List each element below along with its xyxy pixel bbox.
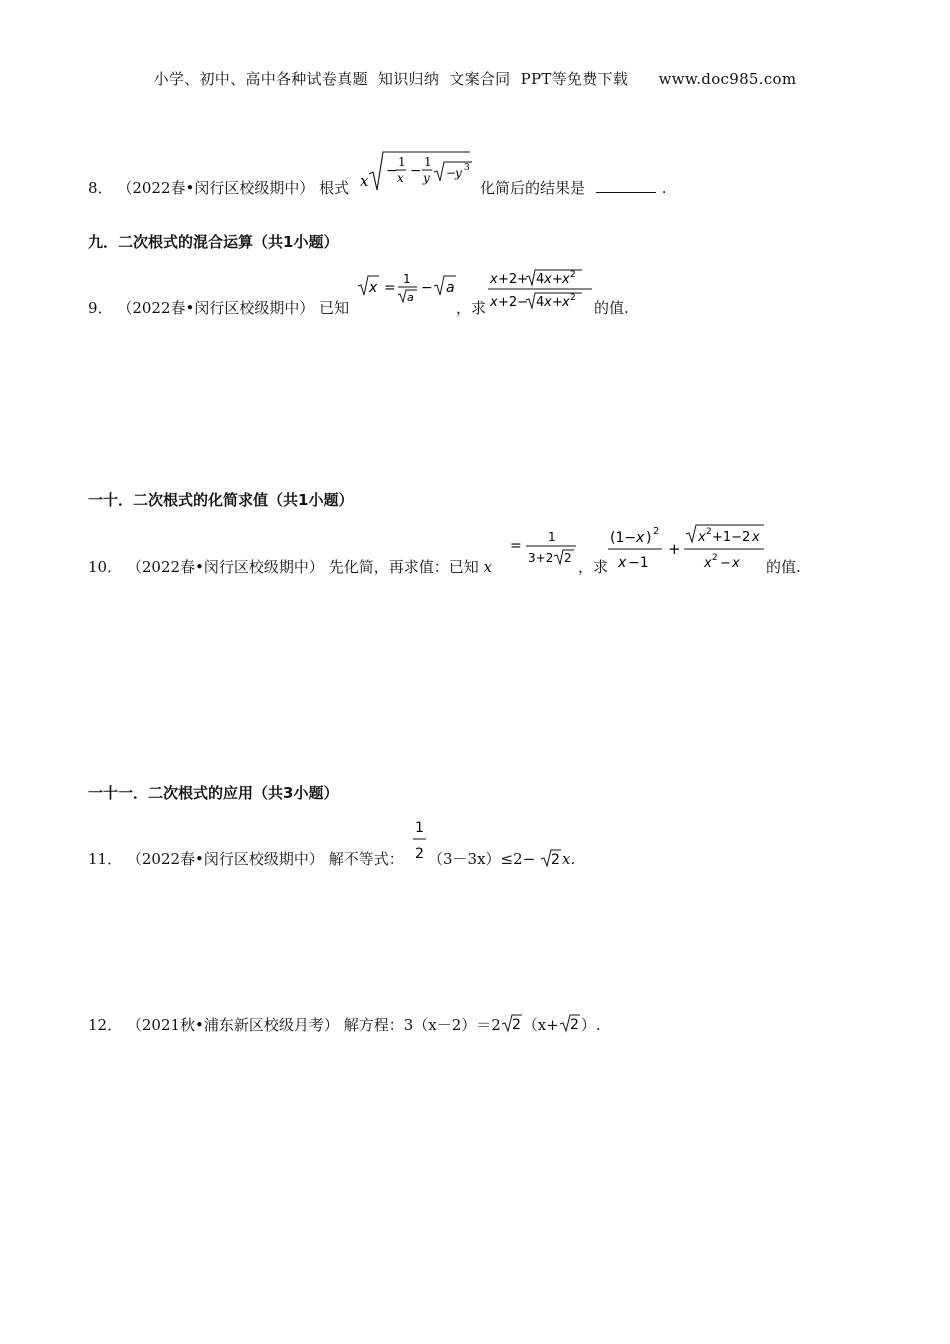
- question-number: 10．: [88, 558, 123, 576]
- question-text-post: 化简后的结果是: [480, 179, 586, 197]
- svg-text:−: −: [386, 163, 398, 179]
- section-heading-11: 一十一．二次根式的应用（共3小题）: [88, 784, 339, 802]
- section-heading-10: 一十．二次根式的化简求值（共1小题）: [88, 491, 354, 509]
- svg-text:x: x: [544, 295, 552, 310]
- svg-text:y: y: [455, 166, 462, 180]
- svg-text:x: x: [360, 172, 369, 190]
- question-text-post: 的值.: [766, 558, 801, 576]
- svg-text:3+2: 3+2: [528, 551, 554, 565]
- question-9-tail: [594, 297, 629, 318]
- svg-text:x: x: [698, 530, 706, 545]
- svg-text:=: =: [384, 280, 396, 296]
- q10-target-expression: [606, 522, 766, 578]
- question-11-tail: [428, 848, 575, 870]
- svg-text:): ): [646, 530, 652, 546]
- svg-text:1: 1: [424, 155, 432, 169]
- svg-text:x: x: [562, 272, 570, 287]
- question-10-tail: [766, 556, 801, 577]
- svg-text:−1: −1: [628, 555, 649, 571]
- q9-given-equation: [357, 268, 467, 312]
- svg-text:x: x: [490, 272, 498, 287]
- question-text-mid: （x+: [522, 1016, 559, 1034]
- question-text-post: 的值.: [594, 299, 629, 317]
- svg-text:2: 2: [706, 527, 712, 537]
- svg-text:x: x: [369, 280, 378, 296]
- svg-text:x: x: [490, 295, 498, 310]
- q10-given-value: [508, 526, 580, 574]
- sqrt-2-symbol: [501, 1013, 523, 1033]
- q10-expression-graphic: [606, 522, 766, 574]
- q9-equation-graphic: [357, 268, 467, 308]
- question-text-pre: 先化简，再求值：已知: [328, 558, 479, 576]
- svg-text:2: 2: [570, 270, 576, 280]
- question-text-post: ）.: [580, 1016, 601, 1034]
- svg-text:1: 1: [398, 155, 406, 169]
- svg-text:4: 4: [536, 295, 545, 310]
- question-source: （2022春•闵行区校级期中）: [126, 558, 324, 576]
- svg-text:2: 2: [569, 1017, 579, 1033]
- question-9: [88, 297, 349, 318]
- svg-text:x: x: [562, 295, 570, 310]
- svg-text:−: −: [446, 166, 457, 180]
- answer-blank[interactable]: [596, 180, 656, 193]
- question-8-tail: [480, 177, 667, 198]
- svg-text:2: 2: [551, 852, 560, 868]
- svg-text:3: 3: [464, 163, 470, 173]
- question-number: 11．: [88, 850, 123, 868]
- svg-text:(1−: (1−: [610, 530, 637, 546]
- question-text-pre: 解方程：3（x－2）＝2: [343, 1016, 501, 1034]
- svg-text:1: 1: [403, 272, 411, 286]
- svg-text:2: 2: [415, 846, 424, 862]
- q11-half-fraction: [412, 818, 428, 866]
- section-heading-9: 九．二次根式的混合运算（共1小题）: [88, 233, 339, 251]
- svg-text:x: x: [732, 556, 740, 571]
- question-number: 9．: [88, 299, 113, 317]
- question-text-pre: 解不等式：: [328, 850, 404, 868]
- sqrt-2-symbol: [540, 848, 562, 868]
- q8-formula-graphic: [360, 148, 478, 194]
- question-source: （2022春•闵行区校级期中）: [117, 179, 315, 197]
- q9-fraction-graphic: [488, 268, 596, 314]
- question-9-mid: [456, 297, 486, 318]
- svg-text:2: 2: [653, 526, 660, 537]
- question-text-mid: ，求: [456, 299, 487, 317]
- question-source: （2022春•闵行区校级期中）: [126, 850, 324, 868]
- svg-text:y: y: [423, 171, 430, 185]
- svg-text:x: x: [752, 530, 760, 545]
- svg-text:x: x: [636, 530, 645, 546]
- svg-text:x: x: [544, 272, 552, 287]
- svg-text:+2+: +2+: [498, 272, 529, 287]
- svg-text:−: −: [720, 556, 731, 571]
- svg-text:−: −: [421, 280, 433, 296]
- question-12: [88, 1014, 601, 1036]
- question-source: （2021秋•浦东新区校级月考）: [126, 1016, 339, 1034]
- question-end: .: [661, 179, 667, 197]
- question-source: （2022春•闵行区校级期中）: [117, 299, 315, 317]
- svg-text:−: −: [410, 163, 422, 179]
- q9-target-fraction: [488, 268, 596, 318]
- question-text-mid: ，求: [578, 558, 609, 576]
- svg-text:+1−2: +1−2: [712, 530, 751, 545]
- question-text-pre: 根式: [319, 179, 350, 197]
- svg-text:+: +: [668, 540, 681, 558]
- sqrt-2-symbol: [559, 1013, 581, 1033]
- svg-text:+: +: [552, 295, 563, 310]
- svg-text:+: +: [552, 272, 563, 287]
- question-10-mid: [578, 556, 608, 577]
- question-text-post: x.: [562, 850, 576, 868]
- question-number: 8．: [88, 179, 113, 197]
- question-11: [88, 848, 404, 869]
- svg-text:2: 2: [564, 551, 572, 565]
- svg-text:x: x: [618, 555, 627, 571]
- svg-text:1: 1: [415, 820, 424, 836]
- svg-text:a: a: [446, 280, 455, 296]
- svg-text:=: =: [510, 538, 522, 554]
- q11-fraction-graphic: [412, 818, 428, 862]
- svg-text:2: 2: [570, 293, 576, 303]
- svg-text:x: x: [704, 556, 712, 571]
- svg-text:2: 2: [511, 1017, 521, 1033]
- variable-x: x: [483, 558, 492, 576]
- page-header: 小学、初中、高中各种试卷真题 知识归纳 文案合同 PPT等免费下载 www.doc985.com: [153, 70, 797, 88]
- svg-text:2: 2: [712, 553, 718, 563]
- question-10: [88, 556, 492, 577]
- svg-text:x: x: [397, 171, 404, 185]
- q8-radical-expression: [360, 148, 478, 198]
- svg-text:a: a: [407, 291, 414, 304]
- svg-text:1: 1: [548, 530, 556, 544]
- question-number: 12．: [88, 1016, 123, 1034]
- q10-value-graphic: [508, 526, 580, 570]
- svg-text:4: 4: [536, 272, 545, 287]
- svg-text:+2−: +2−: [498, 295, 529, 310]
- question-8: [88, 177, 349, 198]
- question-text-pre: 已知: [319, 299, 350, 317]
- question-expression: （3－3x）≤2−: [428, 850, 536, 868]
